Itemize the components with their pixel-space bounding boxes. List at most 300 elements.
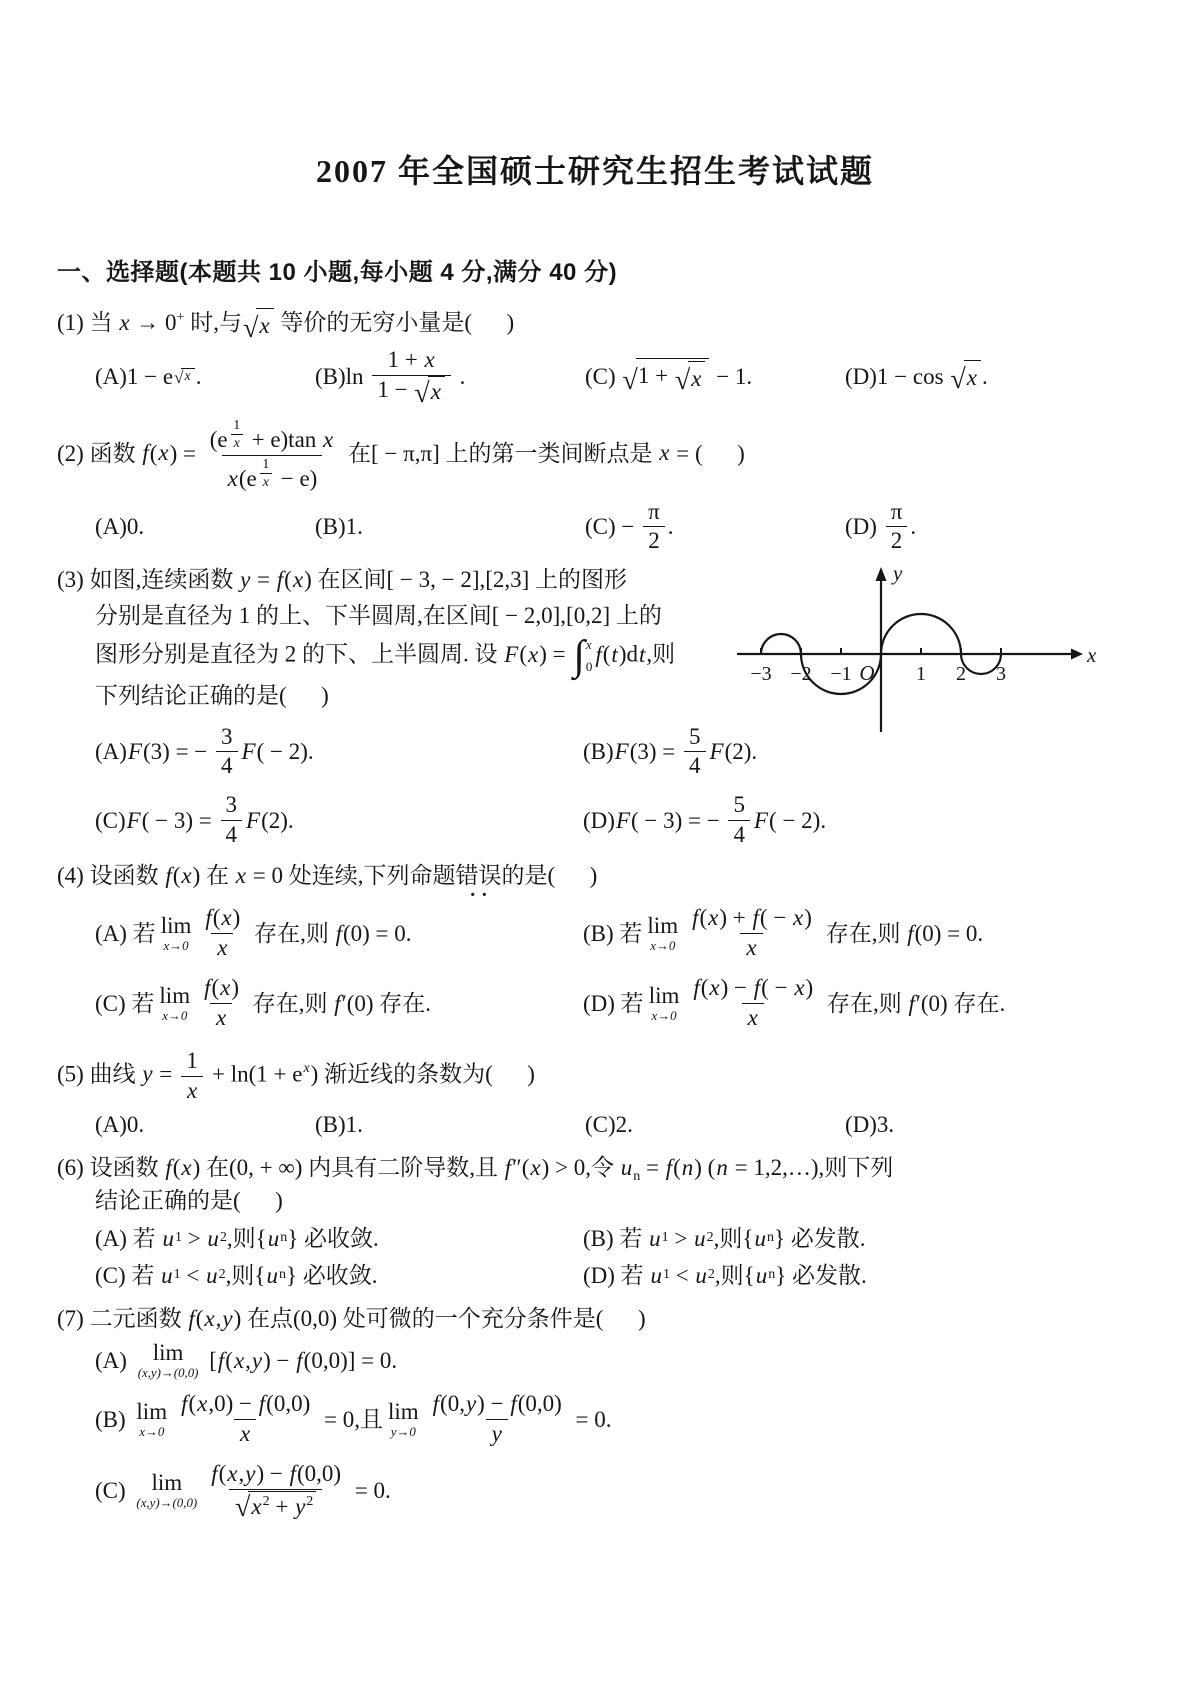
question-5 xyxy=(57,1047,1150,1141)
text-run: ( xyxy=(211,975,220,1001)
text-run: (C) xyxy=(95,1478,132,1504)
math-var: F xyxy=(504,641,519,667)
integral-upper: x xyxy=(585,637,592,653)
limit-word: lim xyxy=(152,1340,184,1366)
math-var: x xyxy=(794,975,805,1001)
math-var: x xyxy=(217,934,228,960)
text-run: . xyxy=(981,363,988,389)
question-4-stem xyxy=(57,860,1150,906)
math-var: f xyxy=(907,920,914,946)
radical-sign: √ xyxy=(174,367,184,387)
radical-sign: √ xyxy=(674,365,691,397)
question-7-option-b xyxy=(95,1390,1150,1449)
text-run: 存在,则 xyxy=(821,991,908,1017)
text-run: ) > 0,令 xyxy=(541,1155,620,1181)
integral-sign: ∫ xyxy=(573,632,585,679)
text-run: = 0. xyxy=(569,1406,612,1432)
math-var: F xyxy=(127,739,142,765)
limit-under: x→0 xyxy=(651,1009,677,1024)
denominator xyxy=(211,933,233,963)
math-var: u xyxy=(695,1262,707,1288)
math-var: x xyxy=(530,1155,541,1181)
text-run: (3) = xyxy=(629,739,682,765)
numerator xyxy=(886,498,908,527)
text-run: ( xyxy=(700,975,709,1001)
question-1 xyxy=(57,307,1150,407)
text-run: ( xyxy=(699,904,708,930)
math-var: x xyxy=(204,1305,215,1331)
subscript: 2 xyxy=(218,1267,226,1283)
question-5-option-a xyxy=(95,1109,315,1140)
math-var: F xyxy=(709,739,724,765)
text-run: 结论正确的是( ) xyxy=(95,1187,283,1213)
numerator xyxy=(383,346,441,375)
text-run: ) − xyxy=(256,1461,289,1487)
numerator xyxy=(181,1047,203,1076)
text-run: ) 渐近线的条数为( ) xyxy=(310,1061,535,1087)
limit-under: (x,y)→(0,0) xyxy=(137,1366,199,1381)
text-run: (2). xyxy=(724,739,758,765)
numerator xyxy=(687,974,818,1003)
subscript: 1 xyxy=(661,1230,669,1246)
math-var: f xyxy=(276,567,284,593)
question-3-option-c xyxy=(95,791,583,850)
radical xyxy=(243,308,274,342)
limit-word: lim xyxy=(648,983,680,1009)
text-run: ″( xyxy=(512,1155,530,1181)
limit-word: lim xyxy=(160,912,192,938)
math-var: x xyxy=(215,1005,227,1031)
radical xyxy=(235,1491,316,1522)
fraction xyxy=(728,791,750,850)
math-var: u xyxy=(206,1262,218,1288)
math-var: f xyxy=(204,975,211,1001)
math-var: x xyxy=(746,934,757,960)
math-var: x xyxy=(187,1077,198,1103)
numerator xyxy=(198,974,244,1003)
question-2-stem xyxy=(57,417,1150,494)
text-run: (D) 若 xyxy=(583,991,644,1017)
y-axis-arrow xyxy=(876,567,887,581)
math-var: x xyxy=(691,366,702,392)
text-run: (4) 设函数 xyxy=(57,862,165,888)
limit-under: (x,y)→(0,0) xyxy=(136,1496,198,1511)
math-var: u xyxy=(754,1225,766,1251)
limit-word: lim xyxy=(136,1398,168,1424)
limit xyxy=(161,914,192,953)
math-var: x xyxy=(262,475,269,491)
math-var: f xyxy=(504,1155,512,1181)
subscript: 2 xyxy=(219,1230,227,1246)
text-run: 时,与 xyxy=(184,310,242,335)
denominator xyxy=(372,375,451,407)
text-run: (C) 若 xyxy=(95,991,155,1017)
math-var: x xyxy=(303,1061,310,1077)
text-run: π xyxy=(648,498,660,524)
superscript xyxy=(228,417,246,453)
subscript: 2 xyxy=(706,1230,714,1246)
fraction xyxy=(181,1047,203,1106)
question-3-option-a xyxy=(95,723,583,782)
text-run: 3 xyxy=(221,723,233,749)
text-run: ) − xyxy=(263,1347,296,1373)
math-var: x xyxy=(292,567,304,593)
radical-sign: √ xyxy=(242,312,259,344)
text-run: (6) 设函数 xyxy=(57,1155,165,1181)
superscript: + xyxy=(176,310,185,325)
x-axis-label: x xyxy=(1087,643,1097,668)
math-var: u xyxy=(650,1262,662,1288)
math-var: x xyxy=(323,426,334,452)
math-var: x xyxy=(197,1390,208,1416)
text-run: (2) 函数 xyxy=(57,440,142,466)
text-run: (e xyxy=(238,465,257,491)
denominator xyxy=(221,820,243,850)
question-6-options-row1 xyxy=(95,1223,1150,1254)
superscript xyxy=(257,456,275,492)
fraction xyxy=(684,723,706,782)
text-run: } 必发散. xyxy=(775,1262,867,1288)
text-run: (e xyxy=(209,426,228,452)
q3-figure xyxy=(729,554,1101,734)
fraction xyxy=(427,1390,567,1449)
question-3 xyxy=(57,561,1150,850)
math-var: F xyxy=(614,739,629,765)
subscript: 1 xyxy=(174,1230,182,1246)
question-4-option-a xyxy=(95,904,583,963)
text-run: = 0. xyxy=(349,1478,391,1504)
math-var: f xyxy=(205,904,212,930)
tick-label: −3 xyxy=(750,663,772,686)
text-run: = 0,且 xyxy=(318,1406,383,1432)
text-run: ( xyxy=(284,567,292,593)
question-4-option-d xyxy=(583,974,1150,1033)
radical xyxy=(674,361,706,397)
text-run: (0, xyxy=(440,1390,465,1416)
text-run: 4 xyxy=(733,821,745,847)
text-run: (B) xyxy=(583,739,614,765)
question-7-option-a xyxy=(95,1341,1150,1380)
math-var: x xyxy=(424,346,435,372)
math-var: y xyxy=(465,1390,477,1416)
semicircle-arc xyxy=(961,654,1001,674)
text-run: (D) xyxy=(845,514,883,540)
text-run: (1) 当 xyxy=(57,310,119,335)
emphasis-dots: · · xyxy=(469,883,488,906)
fraction xyxy=(687,974,818,1033)
math-var: F xyxy=(753,807,769,833)
text-run: ) 在点(0,0) 处可微的一个充分条件是( ) xyxy=(233,1305,646,1331)
text-run: = ( ) xyxy=(670,440,745,466)
text-run: (D)3. xyxy=(845,1112,895,1138)
math-var: y xyxy=(142,1061,153,1087)
text-run: ( xyxy=(602,641,611,667)
math-var: x xyxy=(119,310,130,335)
fraction xyxy=(260,456,272,492)
math-var: f xyxy=(142,440,149,466)
math-var: u xyxy=(620,1155,633,1181)
emphasized-chars: 错误 xyxy=(455,862,502,888)
math-var: t xyxy=(611,641,618,667)
math-var: x xyxy=(221,904,232,930)
question-6 xyxy=(57,1152,1150,1290)
text-run: ) 在(0, + ∞) 内具有二阶导数,且 xyxy=(192,1155,504,1181)
math-var: f xyxy=(752,904,759,930)
denominator xyxy=(260,473,272,492)
fraction xyxy=(205,1460,346,1524)
text-run: 4 xyxy=(221,753,233,779)
question-3-option-d xyxy=(583,791,1150,850)
text-run: 存在,则 xyxy=(247,991,334,1017)
math-var: f xyxy=(188,1305,195,1331)
text-run: ( − 3) = xyxy=(141,807,218,833)
text-run: 分别是直径为 1 的上、下半圆周,在区间[ − 2,0],[0,2] 上的 xyxy=(95,603,662,629)
text-run: ,则 xyxy=(646,641,676,667)
text-run: (B) 若 xyxy=(583,1225,649,1251)
denominator xyxy=(181,1076,203,1106)
question-7-option-c xyxy=(95,1460,1150,1524)
text-run: − 1. xyxy=(710,363,753,389)
text-run: (0,0)] = 0. xyxy=(303,1347,398,1373)
radical-sign: √ xyxy=(234,1492,251,1524)
text-run: (C)2. xyxy=(585,1112,633,1138)
math-var: f xyxy=(693,975,700,1001)
text-run: 5 xyxy=(689,723,701,749)
text-run: ,则{ xyxy=(225,1262,266,1288)
text-run: − e) xyxy=(274,465,318,491)
math-var: F xyxy=(126,807,141,833)
question-6-option-b xyxy=(583,1223,1150,1254)
question-5-option-d xyxy=(845,1109,1150,1140)
fraction xyxy=(175,1390,315,1449)
math-var: n xyxy=(716,1155,728,1181)
math-var: f xyxy=(165,862,172,888)
text-run: (D) 若 xyxy=(583,1262,650,1288)
numerator xyxy=(643,498,665,527)
text-run: ( xyxy=(195,1305,204,1331)
origin-label: O xyxy=(859,661,875,686)
text-run: } 必收敛. xyxy=(287,1225,379,1251)
radical-sign: √ xyxy=(622,365,638,397)
fraction xyxy=(372,346,451,407)
math-var: x xyxy=(251,1493,262,1519)
subscript: n xyxy=(633,1169,641,1185)
text-run: 4 xyxy=(225,821,237,847)
math-var: x xyxy=(227,1461,238,1487)
text-run: ) − xyxy=(477,1390,510,1416)
text-run: 在[ − π,π] 上的第一类间断点是 xyxy=(342,440,659,466)
text-run: = 0 处连续,下列命题 xyxy=(247,862,456,888)
text-run: ( xyxy=(673,1155,681,1181)
text-run: . xyxy=(195,363,202,389)
subscript: n xyxy=(278,1267,286,1283)
tick-label: −1 xyxy=(830,663,852,686)
math-var: x xyxy=(233,436,240,452)
question-2-option-d xyxy=(845,498,1150,557)
radicand xyxy=(964,360,981,393)
radicand xyxy=(636,358,710,397)
text-run: ,则{ xyxy=(713,1225,754,1251)
denominator xyxy=(742,1003,764,1033)
question-3-stem-line3 xyxy=(95,632,727,679)
radical-sign: √ xyxy=(414,377,430,409)
text-run: ) + xyxy=(719,904,752,930)
question-4-options-row2 xyxy=(95,974,1150,1033)
text-run: (A)0. xyxy=(95,1112,145,1138)
radical xyxy=(622,358,709,397)
math-var: x xyxy=(158,440,169,466)
text-run: ) 在区间[ − 3, − 2],[2,3] 上的图形 xyxy=(304,567,628,593)
question-3-stem-line1 xyxy=(57,564,727,596)
fraction xyxy=(643,498,665,557)
text-run: (0) = 0. xyxy=(914,920,984,946)
denominator xyxy=(234,1419,256,1449)
limit xyxy=(136,1400,167,1439)
question-2-options xyxy=(95,498,1150,557)
math-var: x xyxy=(708,904,719,930)
radical xyxy=(414,376,445,407)
text-run: (D)1 − cos xyxy=(845,363,950,389)
text-run: ,则{ xyxy=(226,1225,267,1251)
q3-figure-svg xyxy=(729,554,1101,734)
text-run: ( − xyxy=(759,904,793,930)
math-var: u xyxy=(755,1262,768,1288)
text-run: (3) 如图,连续函数 xyxy=(57,567,240,593)
text-run: (B) 若 xyxy=(583,920,643,946)
question-6-option-c xyxy=(95,1260,583,1291)
denominator xyxy=(728,820,750,850)
limit-under: x→0 xyxy=(139,1424,165,1439)
text-run: ) xyxy=(232,904,241,930)
fraction xyxy=(231,417,243,453)
denominator xyxy=(886,526,908,556)
radicand xyxy=(688,361,705,394)
text-run: , xyxy=(238,1461,245,1487)
text-run: } 必收敛. xyxy=(285,1262,378,1288)
limit xyxy=(136,1471,197,1510)
limit-under: y→0 xyxy=(390,1424,416,1439)
question-1-option-d xyxy=(845,360,1150,393)
math-var: x xyxy=(233,1347,245,1373)
math-var: f xyxy=(217,1347,225,1373)
text-run: (5) 曲线 xyxy=(57,1061,142,1087)
math-var: x xyxy=(430,378,441,404)
text-run: ( − xyxy=(761,975,794,1001)
text-run: ) ( xyxy=(694,1155,716,1181)
text-run: (0) = 0. xyxy=(342,920,412,946)
text-run: . xyxy=(910,514,917,540)
math-var: n xyxy=(681,1155,694,1181)
text-run: 存在,则 xyxy=(248,920,335,946)
q3-figure-canvas xyxy=(729,554,1101,734)
question-7 xyxy=(57,1303,1150,1524)
math-var: x xyxy=(527,641,539,667)
question-7-stem xyxy=(57,1303,1150,1335)
math-var: x xyxy=(184,368,191,384)
text-run: . xyxy=(667,514,674,540)
subscript: n xyxy=(280,1230,288,1246)
text-run: (B)1. xyxy=(315,514,363,540)
denominator xyxy=(231,434,243,453)
text-run: ( xyxy=(149,440,158,466)
limit xyxy=(138,1341,199,1380)
text-run: ) = xyxy=(169,440,202,466)
limit xyxy=(159,984,190,1023)
text-run: + xyxy=(269,1493,295,1519)
question-2 xyxy=(57,417,1150,556)
math-var: u xyxy=(694,1225,706,1251)
text-run: (0,0) xyxy=(517,1390,562,1416)
text-run: = xyxy=(153,1061,179,1087)
math-var: f xyxy=(181,1390,188,1416)
tick-label: 3 xyxy=(996,663,1006,686)
math-var: f xyxy=(289,1461,296,1487)
text-run: (C) xyxy=(585,363,622,389)
fraction xyxy=(686,904,817,963)
radical-sign: √ xyxy=(950,363,966,395)
math-var: u xyxy=(267,1225,280,1251)
fraction xyxy=(199,904,245,963)
integral-lower: 0 xyxy=(585,659,593,675)
math-var: x xyxy=(220,975,231,1001)
text-run: 1 xyxy=(262,456,270,472)
text-run: 2 xyxy=(648,528,660,554)
question-4-option-b xyxy=(583,904,1150,963)
subscript: 2 xyxy=(707,1267,715,1283)
question-1-option-c xyxy=(585,358,845,397)
radicand xyxy=(248,1491,316,1522)
question-5-options xyxy=(95,1109,1150,1140)
subscript: 1 xyxy=(173,1267,181,1283)
text-run: 的是( ) xyxy=(501,862,598,888)
fraction xyxy=(216,723,238,782)
denominator xyxy=(740,933,762,963)
text-run: (0,0) xyxy=(296,1461,342,1487)
text-run: (A) xyxy=(95,739,127,765)
math-var: f xyxy=(665,1155,673,1181)
text-run: π xyxy=(890,498,903,524)
math-var: F xyxy=(246,807,261,833)
numerator xyxy=(684,723,706,752)
math-var: x xyxy=(181,1155,192,1181)
text-run: ′(0) 存在. xyxy=(915,991,1006,1017)
text-run: ) xyxy=(804,904,812,930)
numerator xyxy=(205,1460,346,1489)
text-run: (C) − xyxy=(585,514,641,540)
question-1-option-a xyxy=(95,361,315,392)
text-run: (A) 若 xyxy=(95,1225,162,1251)
limit-word: lim xyxy=(159,983,191,1009)
text-run: (3) = − xyxy=(143,739,214,765)
text-run: 图形分别是直径为 2 的下、上半圆周. 设 xyxy=(95,641,504,667)
math-var: f xyxy=(211,1461,218,1487)
tick-label: 1 xyxy=(916,663,926,686)
math-var: f xyxy=(165,1155,172,1181)
denominator xyxy=(486,1419,508,1449)
math-var: u xyxy=(161,1262,173,1288)
question-2-option-a xyxy=(95,511,315,542)
math-var: y xyxy=(245,1461,256,1487)
x-axis-arrow xyxy=(1071,649,1083,660)
math-var: x xyxy=(659,440,670,466)
text-run: 1 − xyxy=(377,376,414,402)
math-var: x xyxy=(235,862,246,888)
text-run: ( xyxy=(172,862,181,888)
text-run: ′(0) 存在. xyxy=(341,991,432,1017)
text-run: , xyxy=(215,1305,222,1331)
text-run: 1 + xyxy=(387,346,424,372)
text-run: 存在,则 xyxy=(819,920,907,946)
